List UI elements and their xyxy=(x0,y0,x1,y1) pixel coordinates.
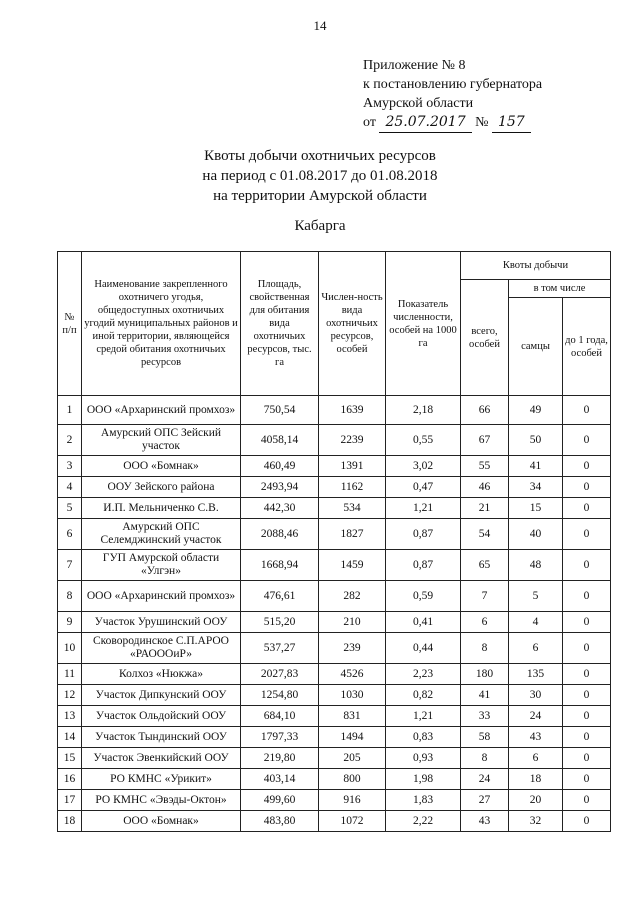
row-count: 282 xyxy=(319,581,386,612)
table-row xyxy=(58,727,611,748)
row-total: 24 xyxy=(461,769,509,790)
row-males: 18 xyxy=(509,769,563,790)
row-number: 15 xyxy=(58,748,82,769)
row-density: 0,87 xyxy=(386,519,461,550)
row-name: Колхоз «Нюкжа» xyxy=(82,664,241,685)
row-count: 1072 xyxy=(319,811,386,832)
row-density: 0,44 xyxy=(386,633,461,664)
table-row xyxy=(58,581,611,612)
row-total: 21 xyxy=(461,498,509,519)
decree-date: 25.07.2017 xyxy=(379,113,471,133)
row-young: 0 xyxy=(563,581,611,612)
row-young: 0 xyxy=(563,706,611,727)
row-count: 4526 xyxy=(319,664,386,685)
title-line-1: Квоты добычи охотничьих ресурсов xyxy=(204,148,436,164)
table-row xyxy=(58,811,611,832)
row-density: 1,83 xyxy=(386,790,461,811)
row-count: 916 xyxy=(319,790,386,811)
table-row xyxy=(58,664,611,685)
row-density: 2,18 xyxy=(386,396,461,425)
row-total: 8 xyxy=(461,633,509,664)
row-density: 0,93 xyxy=(386,748,461,769)
row-area: 537,27 xyxy=(241,633,319,664)
row-name: Участок Эвенкийский ООУ xyxy=(82,748,241,769)
row-count: 1162 xyxy=(319,477,386,498)
row-area: 460,49 xyxy=(241,456,319,477)
table-row xyxy=(58,477,611,498)
row-count: 1391 xyxy=(319,456,386,477)
row-area: 476,61 xyxy=(241,581,319,612)
row-total: 65 xyxy=(461,550,509,581)
row-count: 1494 xyxy=(319,727,386,748)
row-count: 800 xyxy=(319,769,386,790)
row-number: 2 xyxy=(58,425,82,456)
row-total: 27 xyxy=(461,790,509,811)
row-count: 210 xyxy=(319,612,386,633)
row-name: Участок Дипкунский ООУ xyxy=(82,685,241,706)
row-area: 483,80 xyxy=(241,811,319,832)
row-area: 4058,14 xyxy=(241,425,319,456)
row-young: 0 xyxy=(563,664,611,685)
row-area: 1254,80 xyxy=(241,685,319,706)
row-total: 41 xyxy=(461,685,509,706)
row-males: 40 xyxy=(509,519,563,550)
row-number: 17 xyxy=(58,790,82,811)
row-total: 33 xyxy=(461,706,509,727)
row-density: 1,21 xyxy=(386,498,461,519)
header-num: № п/п xyxy=(58,252,82,396)
title-line-3: на территории Амурской области xyxy=(213,188,427,204)
table-row xyxy=(58,769,611,790)
table-row xyxy=(58,550,611,581)
row-count: 2239 xyxy=(319,425,386,456)
table-row xyxy=(58,633,611,664)
row-area: 1668,94 xyxy=(241,550,319,581)
row-number: 8 xyxy=(58,581,82,612)
row-total: 55 xyxy=(461,456,509,477)
header-count: Числен-ность вида охотничьих ресурсов, особей xyxy=(319,252,386,396)
row-density: 2,23 xyxy=(386,664,461,685)
row-young: 0 xyxy=(563,498,611,519)
table-row xyxy=(58,790,611,811)
table-row xyxy=(58,456,611,477)
row-young: 0 xyxy=(563,790,611,811)
row-area: 515,20 xyxy=(241,612,319,633)
row-number: 4 xyxy=(58,477,82,498)
row-young: 0 xyxy=(563,425,611,456)
row-young: 0 xyxy=(563,748,611,769)
table-header xyxy=(58,252,611,396)
row-density: 1,21 xyxy=(386,706,461,727)
row-young: 0 xyxy=(563,519,611,550)
row-total: 8 xyxy=(461,748,509,769)
row-total: 180 xyxy=(461,664,509,685)
row-density: 0,41 xyxy=(386,612,461,633)
row-name: ООО «Архаринский промхоз» xyxy=(82,396,241,425)
row-number: 9 xyxy=(58,612,82,633)
table-row xyxy=(58,519,611,550)
row-number: 10 xyxy=(58,633,82,664)
row-young: 0 xyxy=(563,685,611,706)
header-quotas: Квоты добычи xyxy=(461,252,611,280)
row-total: 66 xyxy=(461,396,509,425)
row-number: 14 xyxy=(58,727,82,748)
row-males: 5 xyxy=(509,581,563,612)
table-row xyxy=(58,685,611,706)
header-density: Показатель численности, особей на 1000 га xyxy=(386,252,461,396)
row-density: 2,22 xyxy=(386,811,461,832)
appendix-decree: к постановлению губернатора xyxy=(363,77,543,92)
row-number: 7 xyxy=(58,550,82,581)
row-young: 0 xyxy=(563,477,611,498)
row-area: 684,10 xyxy=(241,706,319,727)
row-name: Амурский ОПС Селемджинский участок xyxy=(82,519,241,550)
row-total: 54 xyxy=(461,519,509,550)
row-number: 18 xyxy=(58,811,82,832)
row-count: 1459 xyxy=(319,550,386,581)
row-name: Участок Урушинский ООУ xyxy=(82,612,241,633)
row-number: 16 xyxy=(58,769,82,790)
row-area: 1797,33 xyxy=(241,727,319,748)
row-number: 5 xyxy=(58,498,82,519)
species-title: Кабарга xyxy=(294,218,346,234)
table-row xyxy=(58,498,611,519)
row-area: 219,80 xyxy=(241,748,319,769)
row-young: 0 xyxy=(563,633,611,664)
row-area: 499,60 xyxy=(241,790,319,811)
row-name: ООО «Бомнак» xyxy=(82,456,241,477)
row-count: 1639 xyxy=(319,396,386,425)
row-name: ГУП Амурской области «Улгэн» xyxy=(82,550,241,581)
row-number: 1 xyxy=(58,396,82,425)
quota-table xyxy=(57,251,611,832)
row-males: 4 xyxy=(509,612,563,633)
row-number: 11 xyxy=(58,664,82,685)
row-males: 49 xyxy=(509,396,563,425)
row-males: 30 xyxy=(509,685,563,706)
row-count: 831 xyxy=(319,706,386,727)
header-including: в том числе xyxy=(509,280,611,298)
row-name: Сковородинское С.П.АРОО «РАОООиР» xyxy=(82,633,241,664)
table-body xyxy=(58,396,611,832)
row-number: 12 xyxy=(58,685,82,706)
row-total: 6 xyxy=(461,612,509,633)
row-young: 0 xyxy=(563,456,611,477)
row-males: 41 xyxy=(509,456,563,477)
row-area: 403,14 xyxy=(241,769,319,790)
row-males: 50 xyxy=(509,425,563,456)
row-density: 0,82 xyxy=(386,685,461,706)
row-name: И.П. Мельниченко С.В. xyxy=(82,498,241,519)
appendix-date-line xyxy=(363,113,623,133)
document-title xyxy=(0,146,640,206)
appendix-region: Амурской области xyxy=(363,96,474,111)
row-density: 0,59 xyxy=(386,581,461,612)
row-young: 0 xyxy=(563,727,611,748)
from-label: от xyxy=(363,115,376,130)
row-name: Участок Тындинский ООУ xyxy=(82,727,241,748)
row-number: 13 xyxy=(58,706,82,727)
header-name: Наименование закрепленного охотничего угодья, общедоступных охотничьих угодий муниципальных районов и иной территории, являющейся средой обитания охотничьих ресурсов xyxy=(82,252,241,396)
row-number: 3 xyxy=(58,456,82,477)
row-count: 534 xyxy=(319,498,386,519)
row-males: 48 xyxy=(509,550,563,581)
row-males: 34 xyxy=(509,477,563,498)
row-name: ООУ Зейского района xyxy=(82,477,241,498)
row-males: 20 xyxy=(509,790,563,811)
row-males: 135 xyxy=(509,664,563,685)
row-area: 2493,94 xyxy=(241,477,319,498)
title-line-2: на период с 01.08.2017 до 01.08.2018 xyxy=(202,168,438,184)
table-row xyxy=(58,396,611,425)
row-area: 2088,46 xyxy=(241,519,319,550)
row-density: 0,87 xyxy=(386,550,461,581)
row-density: 3,02 xyxy=(386,456,461,477)
table-row xyxy=(58,748,611,769)
row-count: 1030 xyxy=(319,685,386,706)
row-area: 442,30 xyxy=(241,498,319,519)
row-males: 43 xyxy=(509,727,563,748)
row-density: 0,47 xyxy=(386,477,461,498)
row-name: ООО «Бомнак» xyxy=(82,811,241,832)
row-count: 205 xyxy=(319,748,386,769)
row-name: РО КМНС «Урикит» xyxy=(82,769,241,790)
row-density: 0,83 xyxy=(386,727,461,748)
row-area: 750,54 xyxy=(241,396,319,425)
row-name: РО КМНС «Эвэды-Октон» xyxy=(82,790,241,811)
row-total: 43 xyxy=(461,811,509,832)
row-total: 46 xyxy=(461,477,509,498)
page-number: 14 xyxy=(313,18,327,33)
row-total: 58 xyxy=(461,727,509,748)
header-total: всего, особей xyxy=(461,280,509,396)
row-total: 7 xyxy=(461,581,509,612)
row-males: 6 xyxy=(509,633,563,664)
row-young: 0 xyxy=(563,550,611,581)
table-row xyxy=(58,612,611,633)
header-area: Площадь, свойственная для обитания вида охотничьих ресурсов, тыс. га xyxy=(241,252,319,396)
row-density: 1,98 xyxy=(386,769,461,790)
header-males: самцы xyxy=(509,298,563,396)
row-count: 239 xyxy=(319,633,386,664)
appendix-title: Приложение № 8 xyxy=(363,58,466,73)
appendix-block xyxy=(363,56,623,133)
row-density: 0,55 xyxy=(386,425,461,456)
row-name: ООО «Архаринский промхоз» xyxy=(82,581,241,612)
decree-number: 157 xyxy=(492,113,531,133)
row-males: 32 xyxy=(509,811,563,832)
row-name: Участок Ольдойский ООУ xyxy=(82,706,241,727)
row-males: 6 xyxy=(509,748,563,769)
row-young: 0 xyxy=(563,612,611,633)
row-males: 24 xyxy=(509,706,563,727)
row-total: 67 xyxy=(461,425,509,456)
row-males: 15 xyxy=(509,498,563,519)
table-row xyxy=(58,425,611,456)
row-area: 2027,83 xyxy=(241,664,319,685)
row-number: 6 xyxy=(58,519,82,550)
header-young: до 1 года, особей xyxy=(563,298,611,396)
table-row xyxy=(58,706,611,727)
row-name: Амурский ОПС Зейский участок xyxy=(82,425,241,456)
row-count: 1827 xyxy=(319,519,386,550)
number-label: № xyxy=(475,115,489,130)
row-young: 0 xyxy=(563,769,611,790)
row-young: 0 xyxy=(563,396,611,425)
row-young: 0 xyxy=(563,811,611,832)
